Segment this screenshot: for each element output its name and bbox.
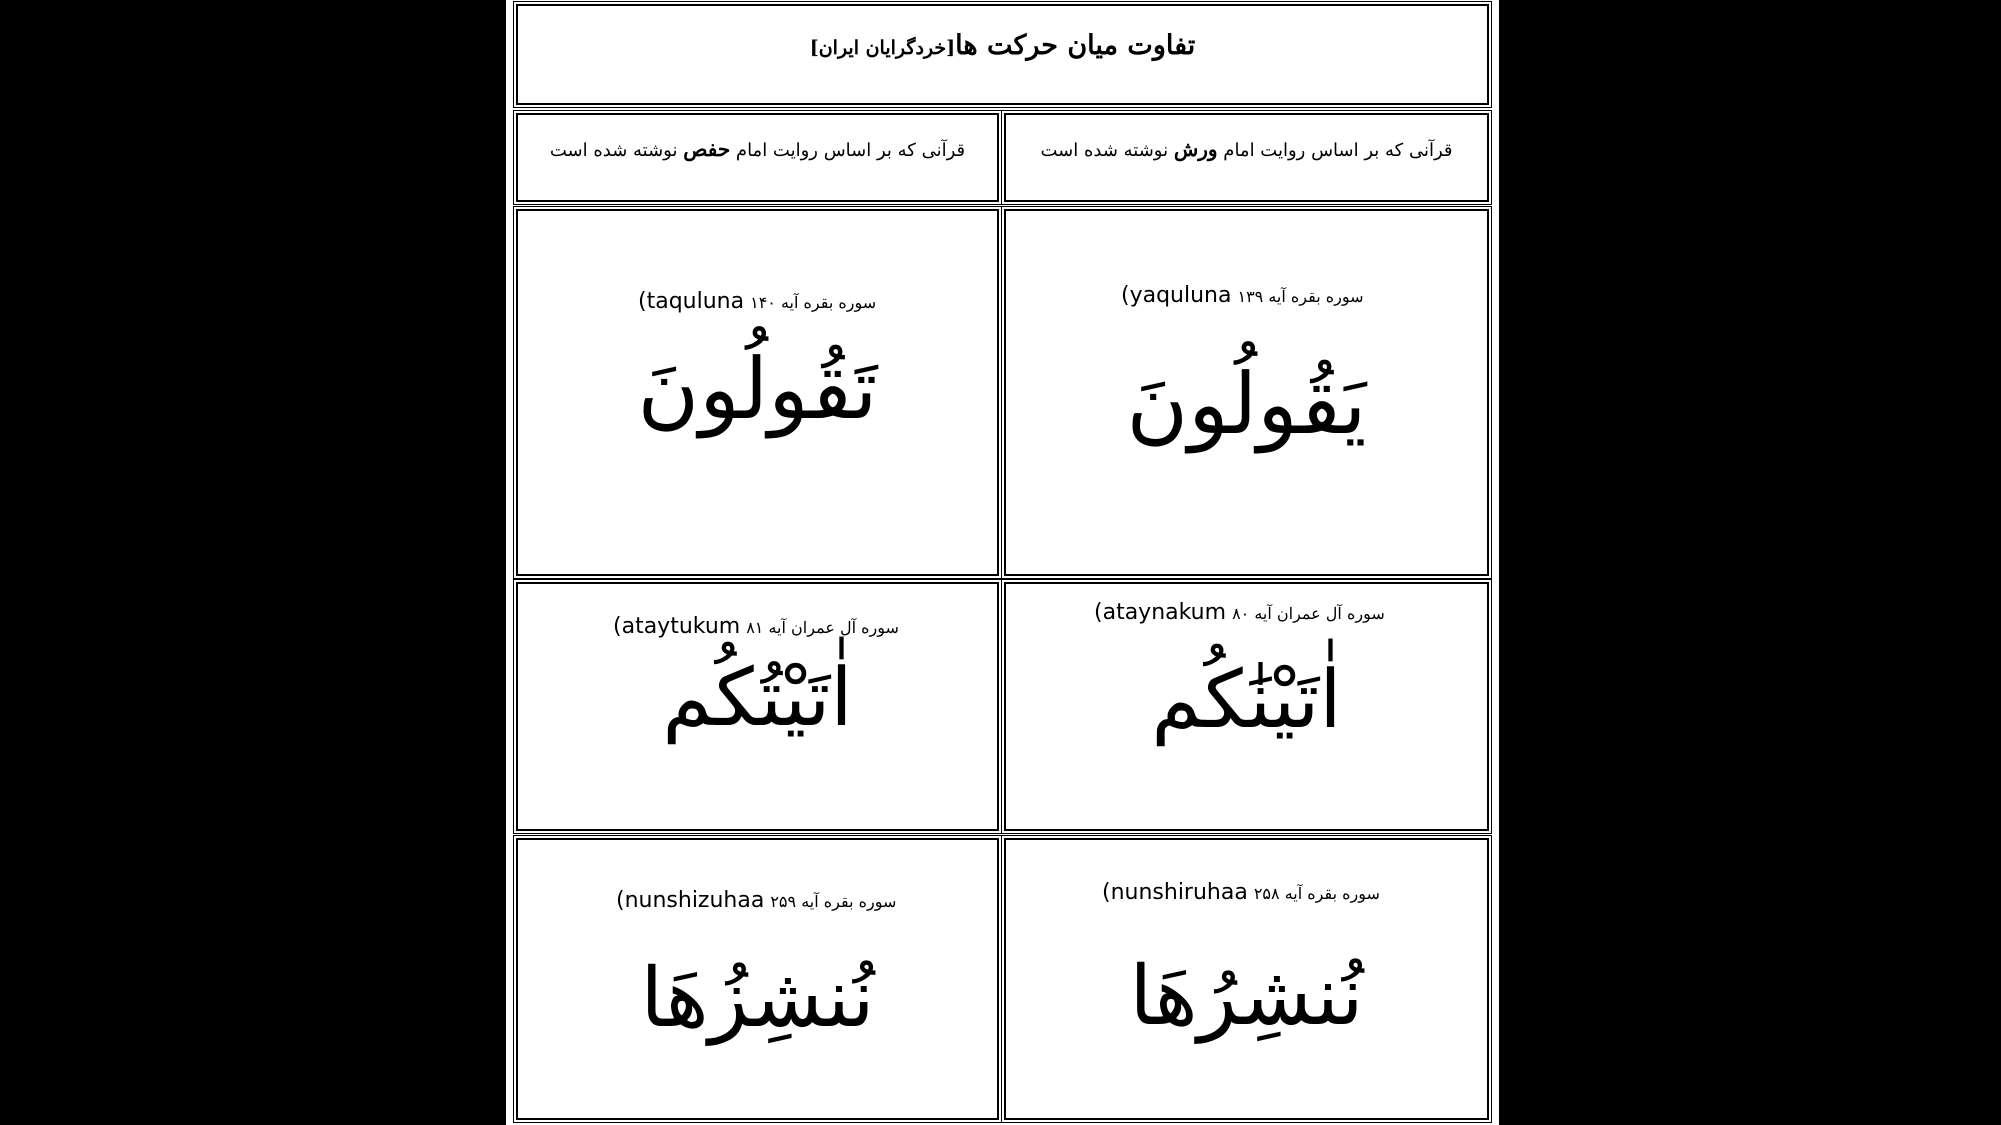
cell-row3-hafs xyxy=(516,838,999,1120)
surah-reference: سوره بقره آیه ۱۳۹ xyxy=(1237,287,1364,306)
cell-row2-hafs xyxy=(516,582,999,831)
arabic-word: نُنشِزُهَا xyxy=(640,951,875,1046)
document-page xyxy=(506,0,1499,1125)
transliteration: (yaqulunа xyxy=(1121,283,1232,308)
transliteration: (nunshiruhaa xyxy=(1102,880,1248,905)
surah-reference: سوره آل عمران آیه ۸۰ xyxy=(1232,604,1385,623)
header-warsh xyxy=(1004,113,1489,202)
transliteration: (ataytukum xyxy=(613,614,741,639)
cell-row1-hafs xyxy=(516,209,999,576)
header-hafs-pre: قرآنی که بر اساس روایت امام xyxy=(730,140,966,161)
cell-row3-warsh xyxy=(1004,838,1489,1120)
verse-label xyxy=(1102,880,1380,905)
surah-reference: سوره بقره آیه ۱۴۰ xyxy=(750,293,877,312)
cell-row2-warsh xyxy=(1004,582,1489,831)
arabic-word: اٰتَيْتُكُم xyxy=(662,651,853,744)
title-main: تفاوت میان حرکت ها xyxy=(955,30,1196,61)
header-warsh-pre: قرآنی که بر اساس روایت امام xyxy=(1217,140,1453,161)
title-source: [خردگرایان ایران] xyxy=(809,37,956,59)
verse-label xyxy=(1094,600,1385,625)
surah-reference: سوره بقره آیه ۲۵۹ xyxy=(770,892,897,911)
page-title xyxy=(518,30,1487,61)
arabic-word: يَقُولُونَ xyxy=(1126,355,1367,453)
header-warsh-bold: ورش xyxy=(1173,137,1218,161)
header-warsh-post: نوشته شده است xyxy=(1040,140,1174,161)
header-hafs-post: نوشته شده است xyxy=(549,140,684,161)
header-hafs xyxy=(516,113,999,202)
surah-reference: سوره بقره آیه ۲۵۸ xyxy=(1253,884,1380,903)
cell-row1-warsh xyxy=(1004,209,1489,576)
header-hafs-text xyxy=(518,137,997,161)
verse-label xyxy=(616,888,896,913)
verse-label xyxy=(1121,283,1364,308)
verse-label xyxy=(638,289,876,314)
arabic-word: اٰتَيْنَٰكُم xyxy=(1151,653,1342,746)
transliteration: (ataynakum xyxy=(1094,600,1227,625)
transliteration: (taqulunа xyxy=(638,289,745,314)
arabic-word: نُنشِرُهَا xyxy=(1129,949,1364,1044)
arabic-word: تَقُولُونَ xyxy=(637,340,878,438)
title-cell xyxy=(516,4,1489,105)
header-hafs-bold: حفص xyxy=(683,137,731,161)
transliteration: (nunshizuhaa xyxy=(616,888,765,913)
surah-reference: سوره آل عمران آیه ۸۱ xyxy=(746,618,899,637)
header-warsh-text xyxy=(1006,137,1487,161)
verse-label xyxy=(613,614,899,639)
